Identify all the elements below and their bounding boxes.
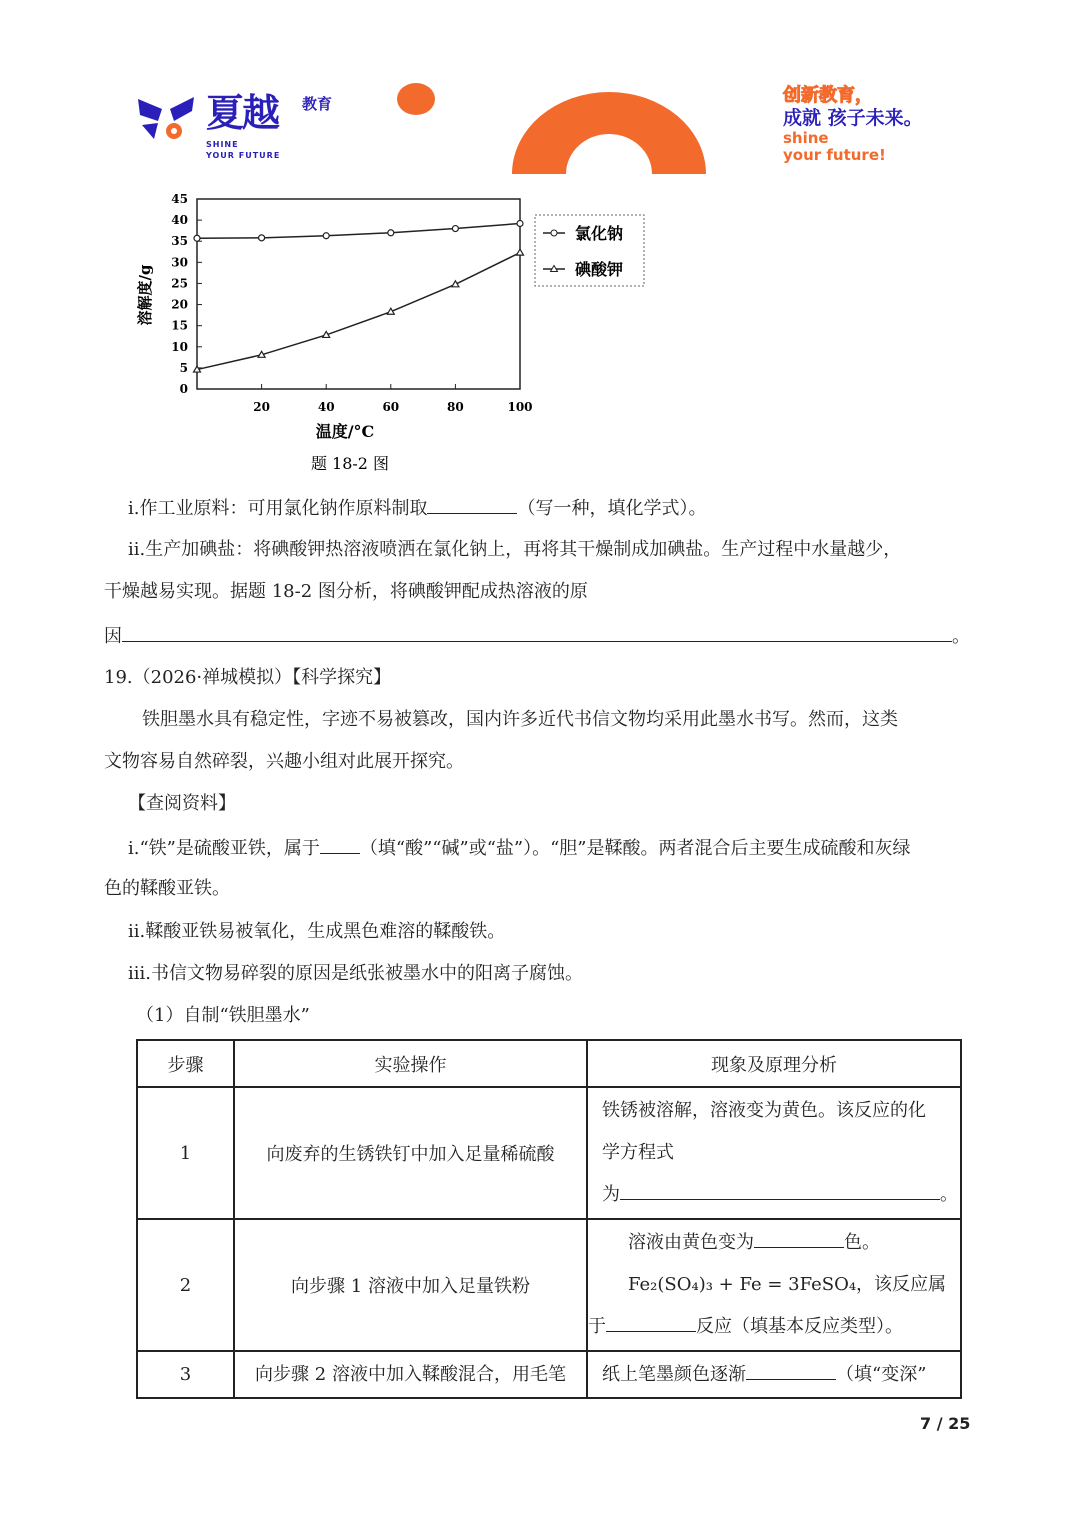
question-line: 因 。 (104, 623, 970, 649)
slogan-2: 成就 孩子未来。 (783, 107, 923, 129)
experiment-table (136, 1039, 962, 1399)
table-row (137, 1219, 961, 1351)
y-axis-label: 溶解度/g (136, 264, 154, 326)
analysis-cell (587, 1087, 961, 1219)
analysis-line: 为 。 (602, 1174, 960, 1216)
answer-blank[interactable] (122, 623, 952, 642)
analysis-line: 学方程式 (602, 1142, 674, 1163)
data-point (388, 230, 394, 236)
series-line-0 (197, 223, 520, 238)
data-point (259, 235, 265, 241)
analysis-cell: 纸上笔墨颜色逐渐 （填“变深” (587, 1351, 961, 1398)
x-tick-label: 60 (382, 400, 400, 414)
equation-line: Fe₂(SO₄)₃ + Fe = 3FeSO₄，该反应属 (628, 1274, 947, 1295)
answer-blank[interactable] (606, 1313, 696, 1332)
answer-blank[interactable] (620, 1181, 940, 1200)
x-tick-label: 40 (317, 400, 335, 414)
analysis-line: 于 反应（填基本反应类型）。 (588, 1306, 960, 1348)
page-number: 7 / 25 (920, 1414, 971, 1433)
x-tick-label: 80 (447, 400, 464, 414)
answer-blank[interactable] (754, 1229, 844, 1248)
paragraph-line: iii.书信文物易碎裂的原因是纸张被墨水中的阳离子腐蚀。 (128, 963, 583, 984)
step-number: 2 (137, 1219, 234, 1351)
decor-orange-shapes (390, 80, 720, 180)
brand-suffix: 教育 (302, 95, 333, 113)
y-tick-label: 0 (179, 382, 188, 396)
slogan-3: shine (783, 129, 829, 147)
data-point (517, 220, 523, 226)
data-point (517, 249, 524, 255)
operation-cell: 向废弃的生锈铁钉中加入足量稀硫酸 (234, 1087, 587, 1219)
butterfly-logo-icon (136, 95, 196, 143)
paragraph-line: 铁胆墨水具有稳定性，字迹不易被篡改，国内许多近代书信文物均采用此墨水书写。然而，这类 (142, 709, 898, 730)
table-row (137, 1087, 961, 1219)
step-number: 1 (137, 1087, 234, 1219)
answer-blank[interactable] (427, 495, 517, 514)
table-row (137, 1351, 961, 1398)
y-tick-label: 20 (171, 297, 188, 312)
decor-arch (512, 92, 706, 174)
y-tick-label: 40 (171, 213, 188, 228)
subquestion-heading: （1）自制“铁胆墨水” (136, 1005, 310, 1026)
data-point (194, 235, 200, 241)
paragraph-line: i.“铁”是硫酸亚铁，属于 （填“酸”“碱”或“盐”）。“胆”是鞣酸。两者混合后主要生成硫酸和灰绿 (128, 835, 911, 861)
analysis-line: 溶液由黄色变为 色。 (588, 1222, 960, 1264)
answer-blank[interactable] (320, 835, 360, 854)
data-point (323, 233, 329, 239)
chart-title: 题 18-2 图 (310, 454, 390, 473)
x-tick-label: 100 (507, 400, 533, 414)
legend-label: 碘酸钾 (575, 260, 624, 279)
analysis-line: 铁锈被溶解，溶液变为黄色。该反应的化 (602, 1100, 926, 1121)
question-heading: 19.（2026·禅城模拟）【科学探究】 (104, 667, 392, 688)
legend-marker (551, 230, 557, 236)
question-line: i.作工业原料：可用氯化钠作原料制取 （写一种，填化学式）。 (128, 495, 706, 521)
brand-name: 夏越 (206, 91, 279, 135)
paragraph-line: 色的鞣酸亚铁。 (104, 878, 230, 899)
operation-cell: 向步骤 1 溶液中加入足量铁粉 (234, 1219, 587, 1351)
y-tick-label: 5 (179, 360, 188, 375)
legend-label: 氯化钠 (575, 224, 624, 243)
header-step: 步骤 (137, 1040, 234, 1087)
y-tick-label: 10 (171, 339, 188, 354)
step-number: 3 (137, 1351, 234, 1398)
slogan-1: 创新教育， (783, 85, 873, 106)
operation-cell: 向步骤 2 溶液中加入鞣酸混合，用毛笔 (234, 1351, 587, 1398)
analysis-cell (587, 1219, 961, 1351)
header-operation: 实验操作 (234, 1040, 587, 1087)
y-tick-label: 25 (171, 276, 188, 291)
x-axis-label: 温度/°C (315, 422, 375, 441)
y-tick-label: 15 (171, 318, 188, 333)
y-tick-label: 30 (171, 255, 188, 270)
solubility-chart (130, 185, 660, 480)
brand-en-2: YOUR FUTURE (206, 151, 281, 160)
table-header-row (137, 1040, 961, 1087)
y-tick-label: 45 (171, 192, 188, 206)
slogan-4: your future! (783, 146, 886, 164)
header-analysis: 现象及原理分析 (587, 1040, 961, 1087)
data-point (452, 226, 458, 232)
answer-blank[interactable] (746, 1361, 836, 1380)
x-tick-label: 20 (253, 400, 270, 414)
section-heading: 【查阅资料】 (128, 793, 236, 814)
question-line: 干燥越易实现。据题 18-2 图分析，将碘酸钾配成热溶液的原 (104, 581, 588, 602)
brand-logo (136, 91, 356, 165)
decor-circle (397, 83, 435, 115)
paragraph-line: 文物容易自然碎裂，兴趣小组对此展开探究。 (104, 751, 464, 772)
brand-en-1: SHINE (206, 140, 239, 149)
paragraph-line: ii.鞣酸亚铁易被氧化，生成黑色难溶的鞣酸铁。 (128, 921, 506, 942)
y-tick-label: 35 (171, 234, 188, 249)
series-line-1 (197, 253, 520, 370)
question-line: ii.生产加碘盐：将碘酸钾热溶液喷洒在氯化钠上，再将其干燥制成加碘盐。生产过程中水量越少， (128, 539, 902, 560)
